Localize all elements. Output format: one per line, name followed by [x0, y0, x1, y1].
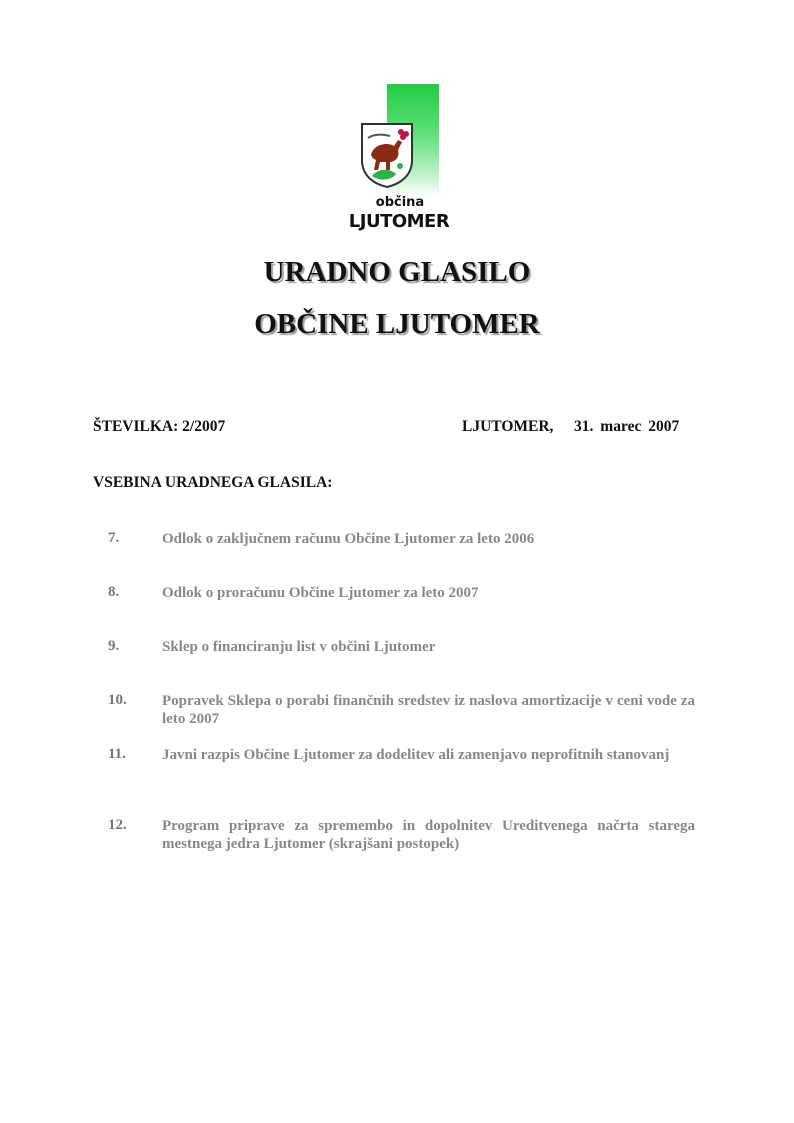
document-title-line-2: OBČINE LJUTOMER — [254, 308, 540, 340]
item-number: 10. — [108, 692, 127, 708]
document-title-line-1: URADNO GLASILO — [263, 256, 531, 288]
item-title: Popravek Sklepa o porabi finančnih sredstev iz naslova amortizacije v ceni vode za leto 2007 — [162, 693, 695, 727]
item-title: Program priprave za spremembo in dopolnitev Ureditvenega načrta starega mestnega jedra Ljutomer (skrajšani postopek) — [162, 818, 695, 852]
item-title: Odlok o zaključnem računu Občine Ljutomer za leto 2006 — [162, 531, 535, 547]
issue-number: ŠTEVILKA: 2/2007 — [93, 418, 226, 435]
municipality-logo — [348, 84, 450, 234]
item-number: 7. — [108, 530, 120, 546]
logo-ljutomer-text: LJUTOMER — [348, 211, 450, 232]
item-number: 9. — [108, 638, 120, 654]
logo-obcina-text: občina — [375, 195, 425, 210]
item-number: 11. — [108, 746, 126, 762]
item-number: 12. — [108, 817, 127, 833]
item-title: Javni razpis Občine Ljutomer za dodelitev ali zamenjavo neprofitnih stanovanj — [162, 747, 670, 763]
place-and-date: LJUTOMER, 31. marec 2007 — [462, 418, 680, 435]
item-title: Sklep o financiranju list v občini Ljutomer — [162, 639, 436, 655]
item-number: 8. — [108, 584, 120, 600]
coat-of-arms-icon — [360, 122, 414, 188]
item-title: Odlok o proračunu Občine Ljutomer za leto 2007 — [162, 585, 479, 601]
contents-heading: VSEBINA URADNEGA GLASILA: — [93, 474, 333, 491]
